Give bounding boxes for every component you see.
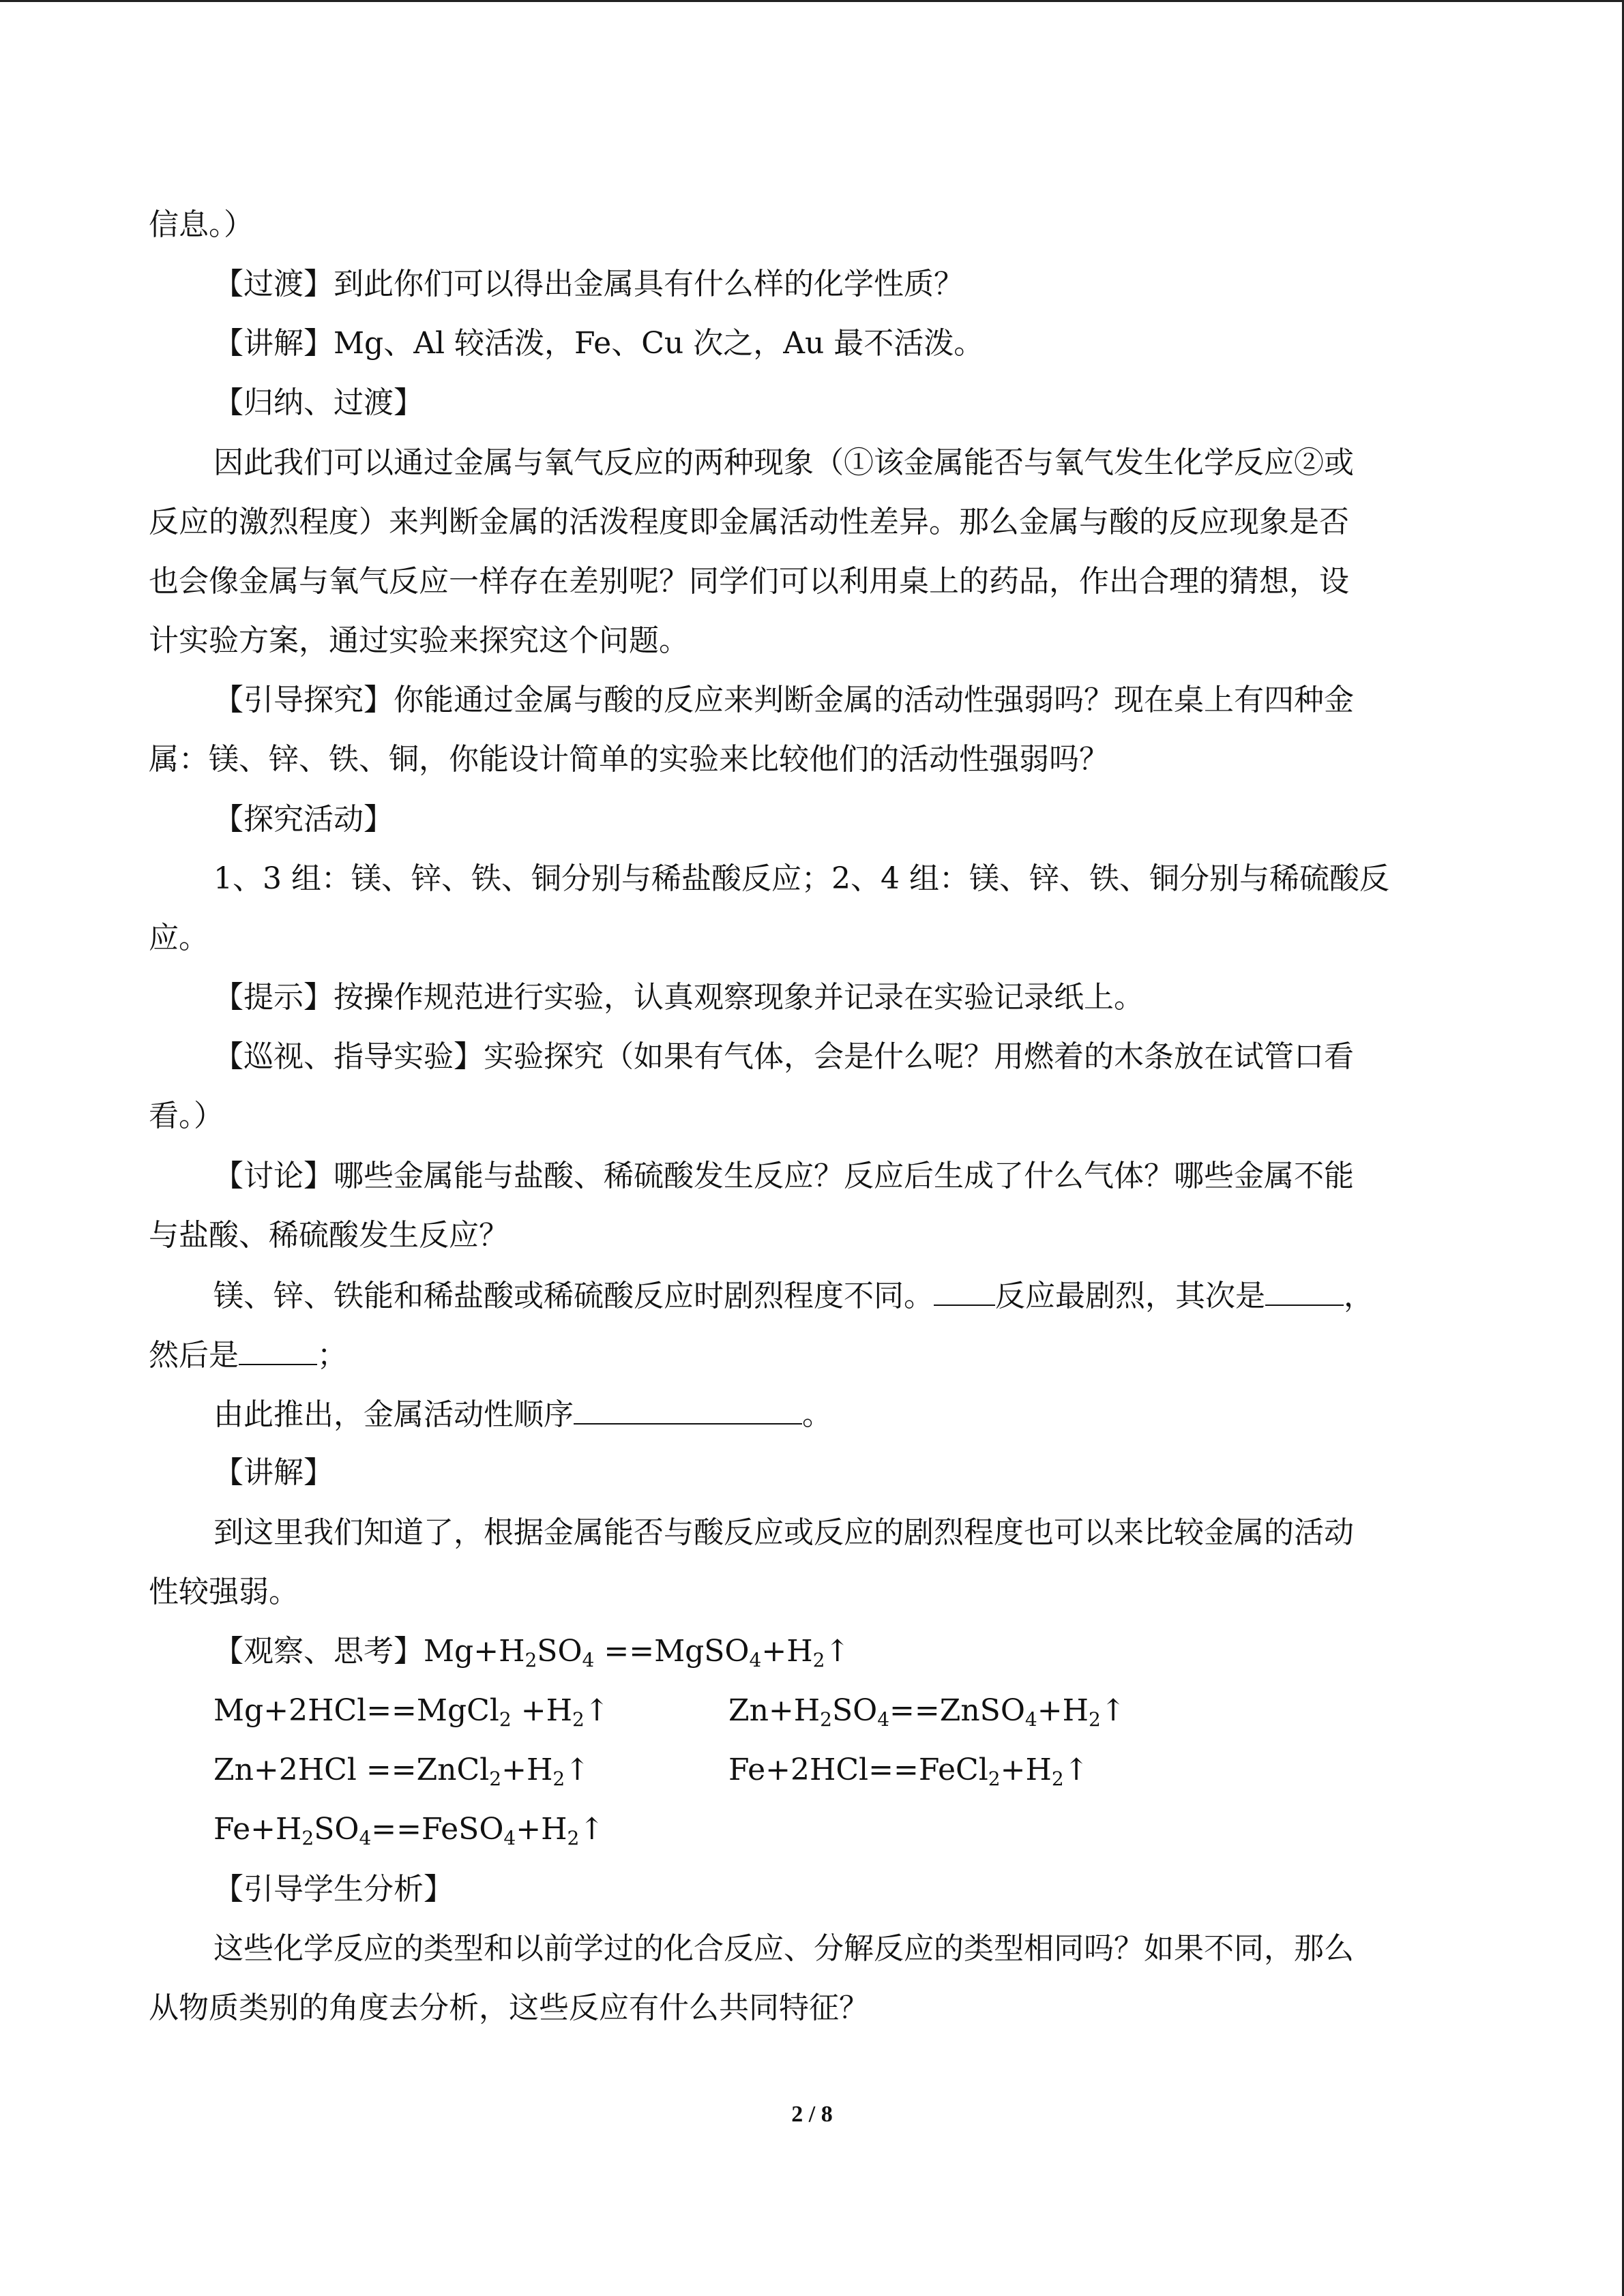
- equation-fe-hcl: $Fe+2HCl==FeCl_2+H_2↑$: [728, 1753, 1089, 1790]
- equation-line: [213, 1631, 850, 1672]
- answer-blank[interactable]: [574, 1393, 802, 1425]
- paragraph-line: 【讨论】哪些金属能与盐酸、稀硫酸发生反应？反应后生成了什么气体？哪些金属不能: [213, 1159, 1354, 1193]
- paragraph-line: 性较强弱。: [149, 1575, 299, 1609]
- paragraph-line: 应。: [149, 921, 209, 955]
- paragraph-line: 【探究活动】: [213, 802, 394, 837]
- paragraph-line: 【引导学生分析】: [213, 1872, 454, 1907]
- gas-arrow-icon: ↑: [1063, 1753, 1089, 1787]
- paragraph-line: 【讲解】Mg、Al 较活泼，Fe、Cu 次之，Au 最不活泼。: [213, 326, 984, 361]
- paragraph-line: 因此我们可以通过金属与氧气反应的两种现象（①该金属能否与氧气发生化学反应②或: [213, 445, 1354, 480]
- fill-blank-text: ；: [317, 1338, 347, 1373]
- paragraph-line: 这些化学反应的类型和以前学过的化合反应、分解反应的类型相同吗？如果不同，那么: [213, 1931, 1354, 1966]
- paragraph-line: 到这里我们知道了，根据金属能否与酸反应或反应的剧烈程度也可以来比较金属的活动: [213, 1515, 1354, 1550]
- paragraph-line: 【过渡】到此你们可以得出金属具有什么样的化学性质？: [213, 267, 964, 301]
- gas-arrow-icon: ↑: [584, 1693, 610, 1728]
- answer-blank[interactable]: [934, 1274, 995, 1306]
- paragraph-line: 从物质类别的角度去分析，这些反应有什么共同特征？: [149, 1991, 869, 2025]
- paragraph-line: 与盐酸、稀硫酸发生反应？: [149, 1218, 509, 1253]
- paragraph-line: 【引导探究】你能通过金属与酸的反应来判断金属的活动性强弱吗？现在桌上有四种金: [213, 683, 1354, 717]
- equation-line: [213, 1750, 1441, 1791]
- fill-blank-text: 由此推出，金属活动性顺序: [213, 1397, 574, 1432]
- fill-blank-line: [149, 1334, 347, 1376]
- paragraph-line: 也会像金属与氧气反应一样存在差别呢？同学们可以利用桌上的药品，作出合理的猜想，设: [149, 564, 1349, 599]
- fill-blank-text: 然后是: [149, 1338, 239, 1373]
- paragraph-line: 属：镁、锌、铁、铜，你能设计简单的实验来比较他们的活动性强弱吗？: [149, 742, 1109, 777]
- gas-arrow-icon: ↑: [1100, 1693, 1126, 1728]
- gas-arrow-icon: ↑: [825, 1634, 851, 1669]
- paragraph-line: 【归纳、过渡】: [213, 385, 424, 420]
- paragraph-line: 【讲解】: [213, 1455, 334, 1490]
- fill-blank-line: [213, 1274, 1374, 1317]
- equation-fe-h2so4: $Fe+H_2SO_4==FeSO_4+H_2↑$: [213, 1812, 605, 1849]
- equation-line: [213, 1809, 604, 1850]
- paragraph-line: 看。）: [149, 1099, 224, 1133]
- fill-blank-text: 。: [802, 1397, 832, 1432]
- fill-blank-text: ，: [1344, 1279, 1374, 1313]
- equation-mg-h2so4: $Mg+H_2SO_4$ $==MgSO_4+H_2↑$: [424, 1634, 851, 1671]
- paragraph-line: 信息。）: [149, 207, 254, 242]
- page-border-top: [0, 0, 1624, 2]
- answer-blank[interactable]: [239, 1334, 317, 1365]
- page-number: 2 / 8: [791, 2102, 833, 2127]
- gas-arrow-icon: ↑: [565, 1753, 591, 1787]
- gas-arrow-icon: ↑: [579, 1812, 605, 1847]
- paragraph-line: 计实验方案，通过实验来探究这个问题。: [149, 623, 689, 658]
- paragraph-line: 反应的激烈程度）来判断金属的活泼程度即金属活动性差异。那么金属与酸的反应现象是否: [149, 505, 1349, 539]
- paragraph-line: 【巡视、指导实验】实验探究（如果有气体，会是什么呢？用燃着的木条放在试管口看: [213, 1039, 1354, 1074]
- equation-zn-hcl: $Zn+2HCl ==ZnCl_2+H_2↑$: [213, 1753, 591, 1790]
- fill-blank-text: 镁、锌、铁能和稀盐酸或稀硫酸反应时剧烈程度不同。: [213, 1279, 934, 1313]
- fill-blank-line: [213, 1393, 832, 1435]
- equation-zn-h2so4: $Zn+H_2SO_4==ZnSO_4+H_2↑$: [728, 1693, 1126, 1731]
- section-label: 【观察、思考】: [213, 1634, 424, 1669]
- paragraph-line: 【提示】按操作规范进行实验，认真观察现象并记录在实验记录纸上。: [213, 980, 1144, 1015]
- paragraph-line: 1、3 组：镁、锌、铁、铜分别与稀盐酸反应；2、4 组：镁、锌、铁、铜分别与稀硫酸反: [213, 861, 1389, 896]
- answer-blank[interactable]: [1265, 1274, 1344, 1306]
- equation-mg-hcl: Mg+2HCl==MgCl$_2$ $+H_2↑$: [213, 1693, 610, 1731]
- equation-line: [213, 1690, 1441, 1731]
- fill-blank-text: 反应最剧烈，其次是: [995, 1279, 1265, 1313]
